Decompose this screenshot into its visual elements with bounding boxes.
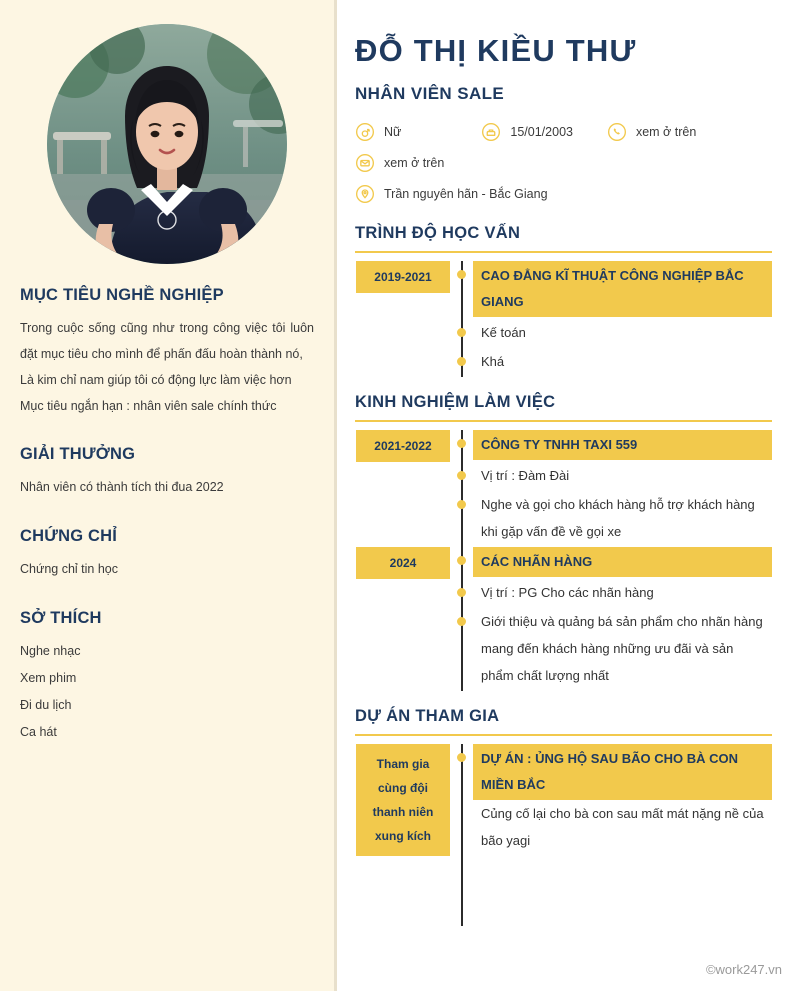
contact-phone	[607, 122, 696, 142]
contact-email	[355, 153, 444, 173]
objective-line-2: Là kim chỉ nam giúp tôi có động lực làm việc hơn	[20, 373, 292, 387]
list-item: Nhân viên có thành tích thi đua 2022	[20, 480, 224, 494]
experience-detail: Vị trí : PG Cho các nhãn hàng	[481, 585, 654, 601]
cake-icon	[481, 122, 501, 142]
list-item: Đi du lịch	[20, 698, 72, 712]
section-education	[355, 224, 772, 377]
education-detail: Kế toán	[481, 325, 526, 341]
timeline-dot	[457, 556, 466, 565]
contact-birthday	[481, 122, 573, 142]
divider	[355, 251, 772, 253]
contact-address	[355, 184, 548, 204]
list-item: Xem phim	[20, 671, 77, 685]
experience-detail: Vị trí : Đàm Đài	[481, 468, 570, 484]
list-item: Chứng chỉ tin học	[20, 562, 119, 576]
objective-line-1: Trong cuộc sống cũng như trong công việc tôi luôn đặt mục tiêu cho mình để phấn đấu hoàn thành nó,	[20, 321, 314, 361]
section-title-awards: GIẢI THƯỞNG	[20, 445, 136, 463]
contact-block	[355, 122, 772, 204]
section-title-objective: MỤC TIÊU NGHỀ NGHIỆP	[20, 286, 224, 304]
mail-icon	[355, 153, 375, 173]
watermark: ©work247.vn	[705, 962, 782, 977]
experience-company: CÁC NHÃN HÀNG	[473, 547, 772, 577]
contact-birthday-value: 15/01/2003	[510, 125, 573, 140]
section-title-education: TRÌNH ĐỘ HỌC VẤN	[355, 224, 521, 243]
contact-gender-value: Nữ	[384, 125, 402, 140]
contact-phone-value: xem ở trên	[635, 125, 697, 140]
timeline-dot	[457, 439, 466, 448]
education-school: CAO ĐẲNG KĨ THUẬT CÔNG NGHIỆP BẮC GIANG	[473, 261, 772, 317]
timeline-axis	[451, 261, 473, 319]
job-title: NHÂN VIÊN SALE	[355, 84, 505, 104]
section-title-hobbies: SỞ THÍCH	[20, 609, 102, 627]
certificates-list	[20, 556, 314, 583]
contact-email-value: xem ở trên	[384, 156, 445, 171]
section-title-projects: DỰ ÁN THAM GIA	[355, 707, 500, 726]
section-experience	[355, 393, 772, 691]
project-name: DỰ ÁN : ỦNG HỘ SAU BÃO CHO BÀ CON MIỀN BẮC	[473, 744, 772, 800]
timeline-dot	[457, 270, 466, 279]
education-detail: Khá	[481, 354, 505, 370]
profile-photo	[47, 24, 287, 264]
divider	[355, 734, 772, 736]
sidebar-panel	[0, 0, 337, 991]
page-title: ĐỖ THỊ KIỀU THƯ	[355, 33, 637, 68]
experience-date: 2024	[356, 547, 450, 579]
experience-company: CÔNG TY TNHH TAXI 559	[473, 430, 772, 460]
main-panel	[337, 0, 800, 991]
project-date: Tham gia cùng đội thanh niên xung kích	[356, 744, 450, 856]
contact-gender	[355, 122, 401, 142]
education-date: 2019-2021	[356, 261, 450, 293]
avatar	[47, 24, 287, 264]
section-projects	[355, 707, 772, 926]
list-item: Nghe nhạc	[20, 644, 81, 658]
experience-detail: Giới thiệu và quảng bá sản phẩm cho nhãn hàng mang đến khách hàng những ưu đãi và sản phẩm chất lượng nhất	[481, 614, 763, 684]
experience-date: 2021-2022	[356, 430, 450, 462]
gender-icon	[355, 122, 375, 142]
phone-icon	[607, 122, 627, 142]
divider	[355, 420, 772, 422]
location-icon	[355, 184, 375, 204]
project-detail: Củng cố lại cho bà con sau mất mát nặng nề của bão yagi	[481, 806, 764, 849]
section-title-certificates: CHỨNG CHỈ	[20, 527, 118, 545]
hobbies-list	[20, 638, 314, 746]
list-item: Ca hát	[20, 725, 57, 739]
awards-list	[20, 474, 314, 501]
objective-line-3: Mục tiêu ngắn hạn : nhân viên sale chính thức	[20, 399, 277, 413]
timeline-dot	[457, 753, 466, 762]
experience-detail: Nghe và gọi cho khách hàng hỗ trợ khách hàng khi gặp vấn đề về gọi xe	[481, 497, 755, 540]
section-title-experience: KINH NGHIỆM LÀM VIỆC	[355, 393, 556, 412]
contact-address-value: Trần nguyên hãn - Bắc Giang	[384, 187, 548, 202]
